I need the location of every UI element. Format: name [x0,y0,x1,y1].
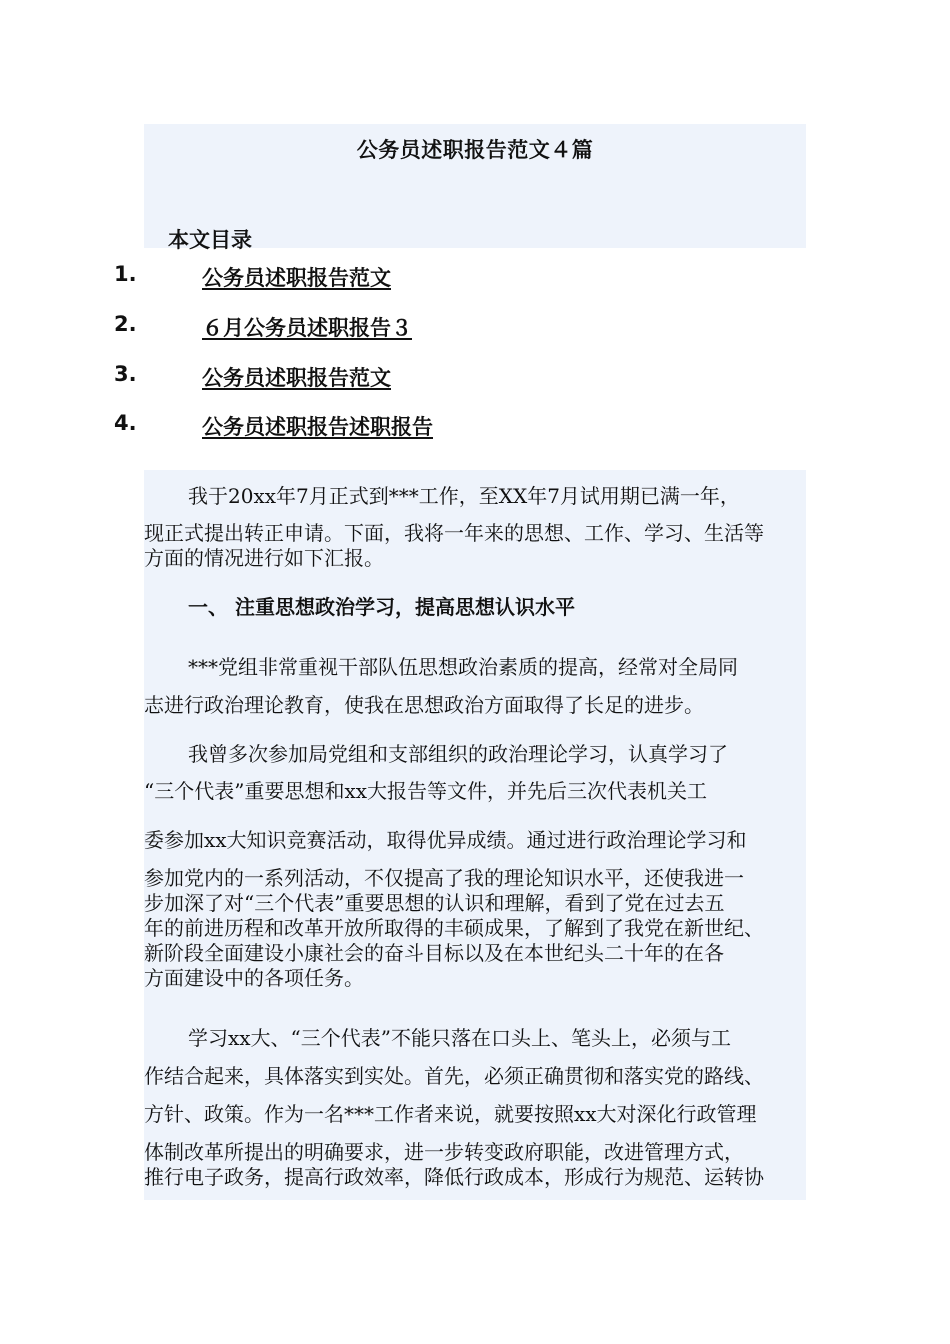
body-line: 方针、政策。作为一名***工作者来说，就要按照xx大对深化行政管理 [144,1102,757,1126]
body-line: 志进行政治理论教育，使我在思想政治方面取得了长足的进步。 [144,693,704,717]
body-line: 学习xx大、“三个代表”不能只落在口头上、笔头上，必须与工 [188,1026,732,1050]
body-line: 推行电子政务，提高行政效率，降低行政成本，形成行为规范、运转协 [144,1165,764,1189]
body-line: 作结合起来，具体落实到实处。首先，必须正确贯彻和落实党的路线、 [144,1064,764,1088]
toc-number: 1. [114,262,137,286]
body-line: 年的前进历程和改革开放所取得的丰硕成果，了解到了我党在新世纪、 [144,916,764,940]
toc-link[interactable]: 公务员述职报告范文 [202,366,391,390]
body-line: ***党组非常重视干部队伍思想政治素质的提高，经常对全局同 [188,655,738,679]
document-title: 公务员述职报告范文４篇 [356,138,594,162]
body-line: 步加深了对“三个代表”重要思想的认识和理解，看到了党在过去五 [144,891,725,915]
section-heading: 一、 注重思想政治学习，提高思想认识水平 [188,595,575,619]
body-line: 我曾多次参加局党组和支部组织的政治理论学习，认真学习了 [188,742,728,766]
body-line: 参加党内的一系列活动，不仅提高了我的理论知识水平，还使我进一 [144,866,744,890]
toc-number: 2. [114,312,137,336]
body-line: 方面建设中的各项任务。 [144,966,364,990]
body-line: 体制改革所提出的明确要求，进一步转变政府职能，改进管理方式， [144,1140,744,1164]
body-line: “三个代表”重要思想和xx大报告等文件，并先后三次代表机关工 [144,779,708,803]
toc-link[interactable]: 公务员述职报告述职报告 [202,415,433,439]
toc-number: 4. [114,411,137,435]
toc-link[interactable]: 公务员述职报告范文 [202,266,391,290]
toc-heading: 本文目录 [168,228,252,252]
body-line: 新阶段全面建设小康社会的奋斗目标以及在本世纪头二十年的在各 [144,941,724,965]
body-line: 委参加xx大知识竞赛活动，取得优异成绩。通过进行政治理论学习和 [144,828,747,852]
toc-number: 3. [114,362,137,386]
body-line: 现正式提出转正申请。下面，我将一年来的思想、工作、学习、生活等 [144,521,764,545]
body-line: 方面的情况进行如下汇报。 [144,546,384,570]
toc-link[interactable]: ６月公务员述职报告３ [202,316,412,340]
body-line: 我于20xx年7月正式到***工作，至XX年7月试用期已满一年， [188,484,740,508]
